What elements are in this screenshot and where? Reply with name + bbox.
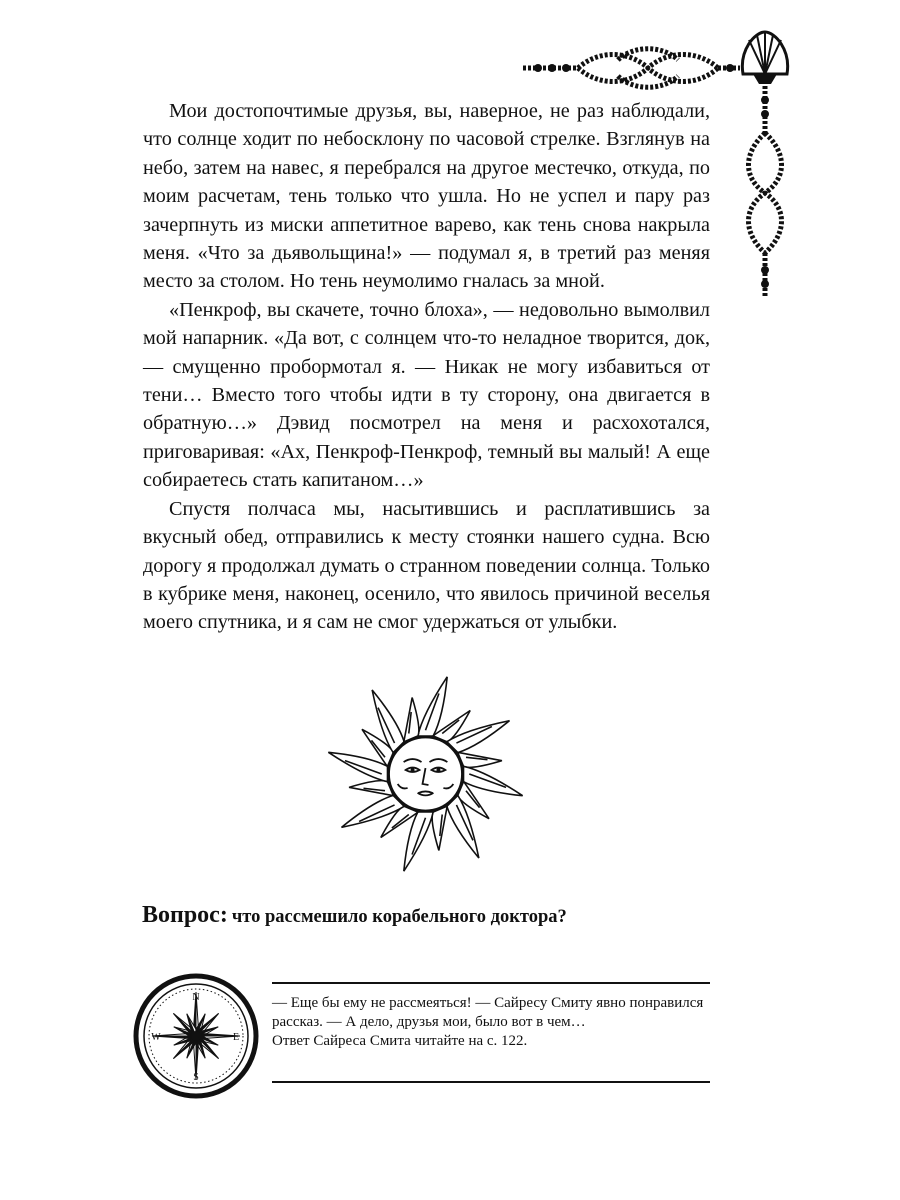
sun-ray — [328, 752, 387, 781]
paragraph-3: Спустя полчаса мы, насытившись и расплатившись за вкусный обед, отправились к месту стоянки нашего судна. Всю дорогу я продолжал думать о странном поведении солнца. Только в кубрике меня, наконец, осенило, что явилось причиной веселья моего спутника, и я сам не смог удержаться от улыбки. — [143, 497, 710, 634]
paragraph-2: «Пенкроф, вы скачете, точно блоха», — недовольно вымолвил мой напарник. «Да вот, с солнцем что-то неладное творится, док, — смущенно пробормотал я. — Никак не могу избавиться от тени… Вместо того чтобы идти в ту сторону, она двигается в обратную…» Дэвид посмотрел на меня и расхохотался, приговаривая: «Ах, Пенкроф-Пенкроф, темный вы малый! А еще собираетесь стать капитаном…» — [143, 298, 710, 492]
paragraph-1: Мои достопочтимые друзья, вы, наверное, не раз наблюдали, что солнце ходит по небосклону по часовой стрелке. Взглянув на небо, затем на навес, я перебрался на другое местечко, откуда, по моим расчетам, тень только что ушла. Но не успел и пару раз зачерпнуть из миски аппетитное варево, как тень снова накрыла меня. «Что за дьявольщина!» — подумал я, в третий раз меняя место за столом. Но тень неумолимо гналась за мной. — [143, 100, 710, 293]
sun-ray — [404, 698, 419, 742]
answer-teaser — [272, 994, 712, 1052]
question-label: Вопрос: — [142, 902, 228, 928]
answer-quote: — Еще бы ему не рассмеяться! — Сайресу Смиту явно понравился рассказ. — А дело, друзья мои, было вот в чем… — [272, 995, 704, 1031]
compass-label-s: S — [193, 1072, 199, 1083]
compass-label-w: W — [151, 1032, 161, 1043]
sun-ray — [349, 781, 393, 796]
answer-bottom-rule — [272, 1081, 710, 1083]
story-text — [143, 97, 710, 637]
scallop-shell-icon — [742, 32, 787, 84]
sun-face-icon — [323, 660, 528, 888]
question — [142, 902, 742, 929]
sun-ray — [432, 806, 447, 850]
rope-knot-icon — [518, 40, 743, 100]
rope-side-border — [735, 28, 795, 300]
answer-top-rule — [272, 982, 710, 984]
sun-ray — [418, 677, 447, 736]
question-text: что рассмешило корабельного доктора? — [231, 907, 567, 927]
compass-label-e: E — [232, 1032, 240, 1043]
compass-rose-icon — [131, 972, 261, 1100]
answer-reference: Ответ Сайреса Смита читайте на с. 122. — [272, 1033, 528, 1050]
sun-ray — [458, 752, 502, 767]
sun-ray — [464, 766, 523, 795]
sun-ray — [404, 812, 433, 871]
compass-label-n: N — [192, 992, 200, 1003]
